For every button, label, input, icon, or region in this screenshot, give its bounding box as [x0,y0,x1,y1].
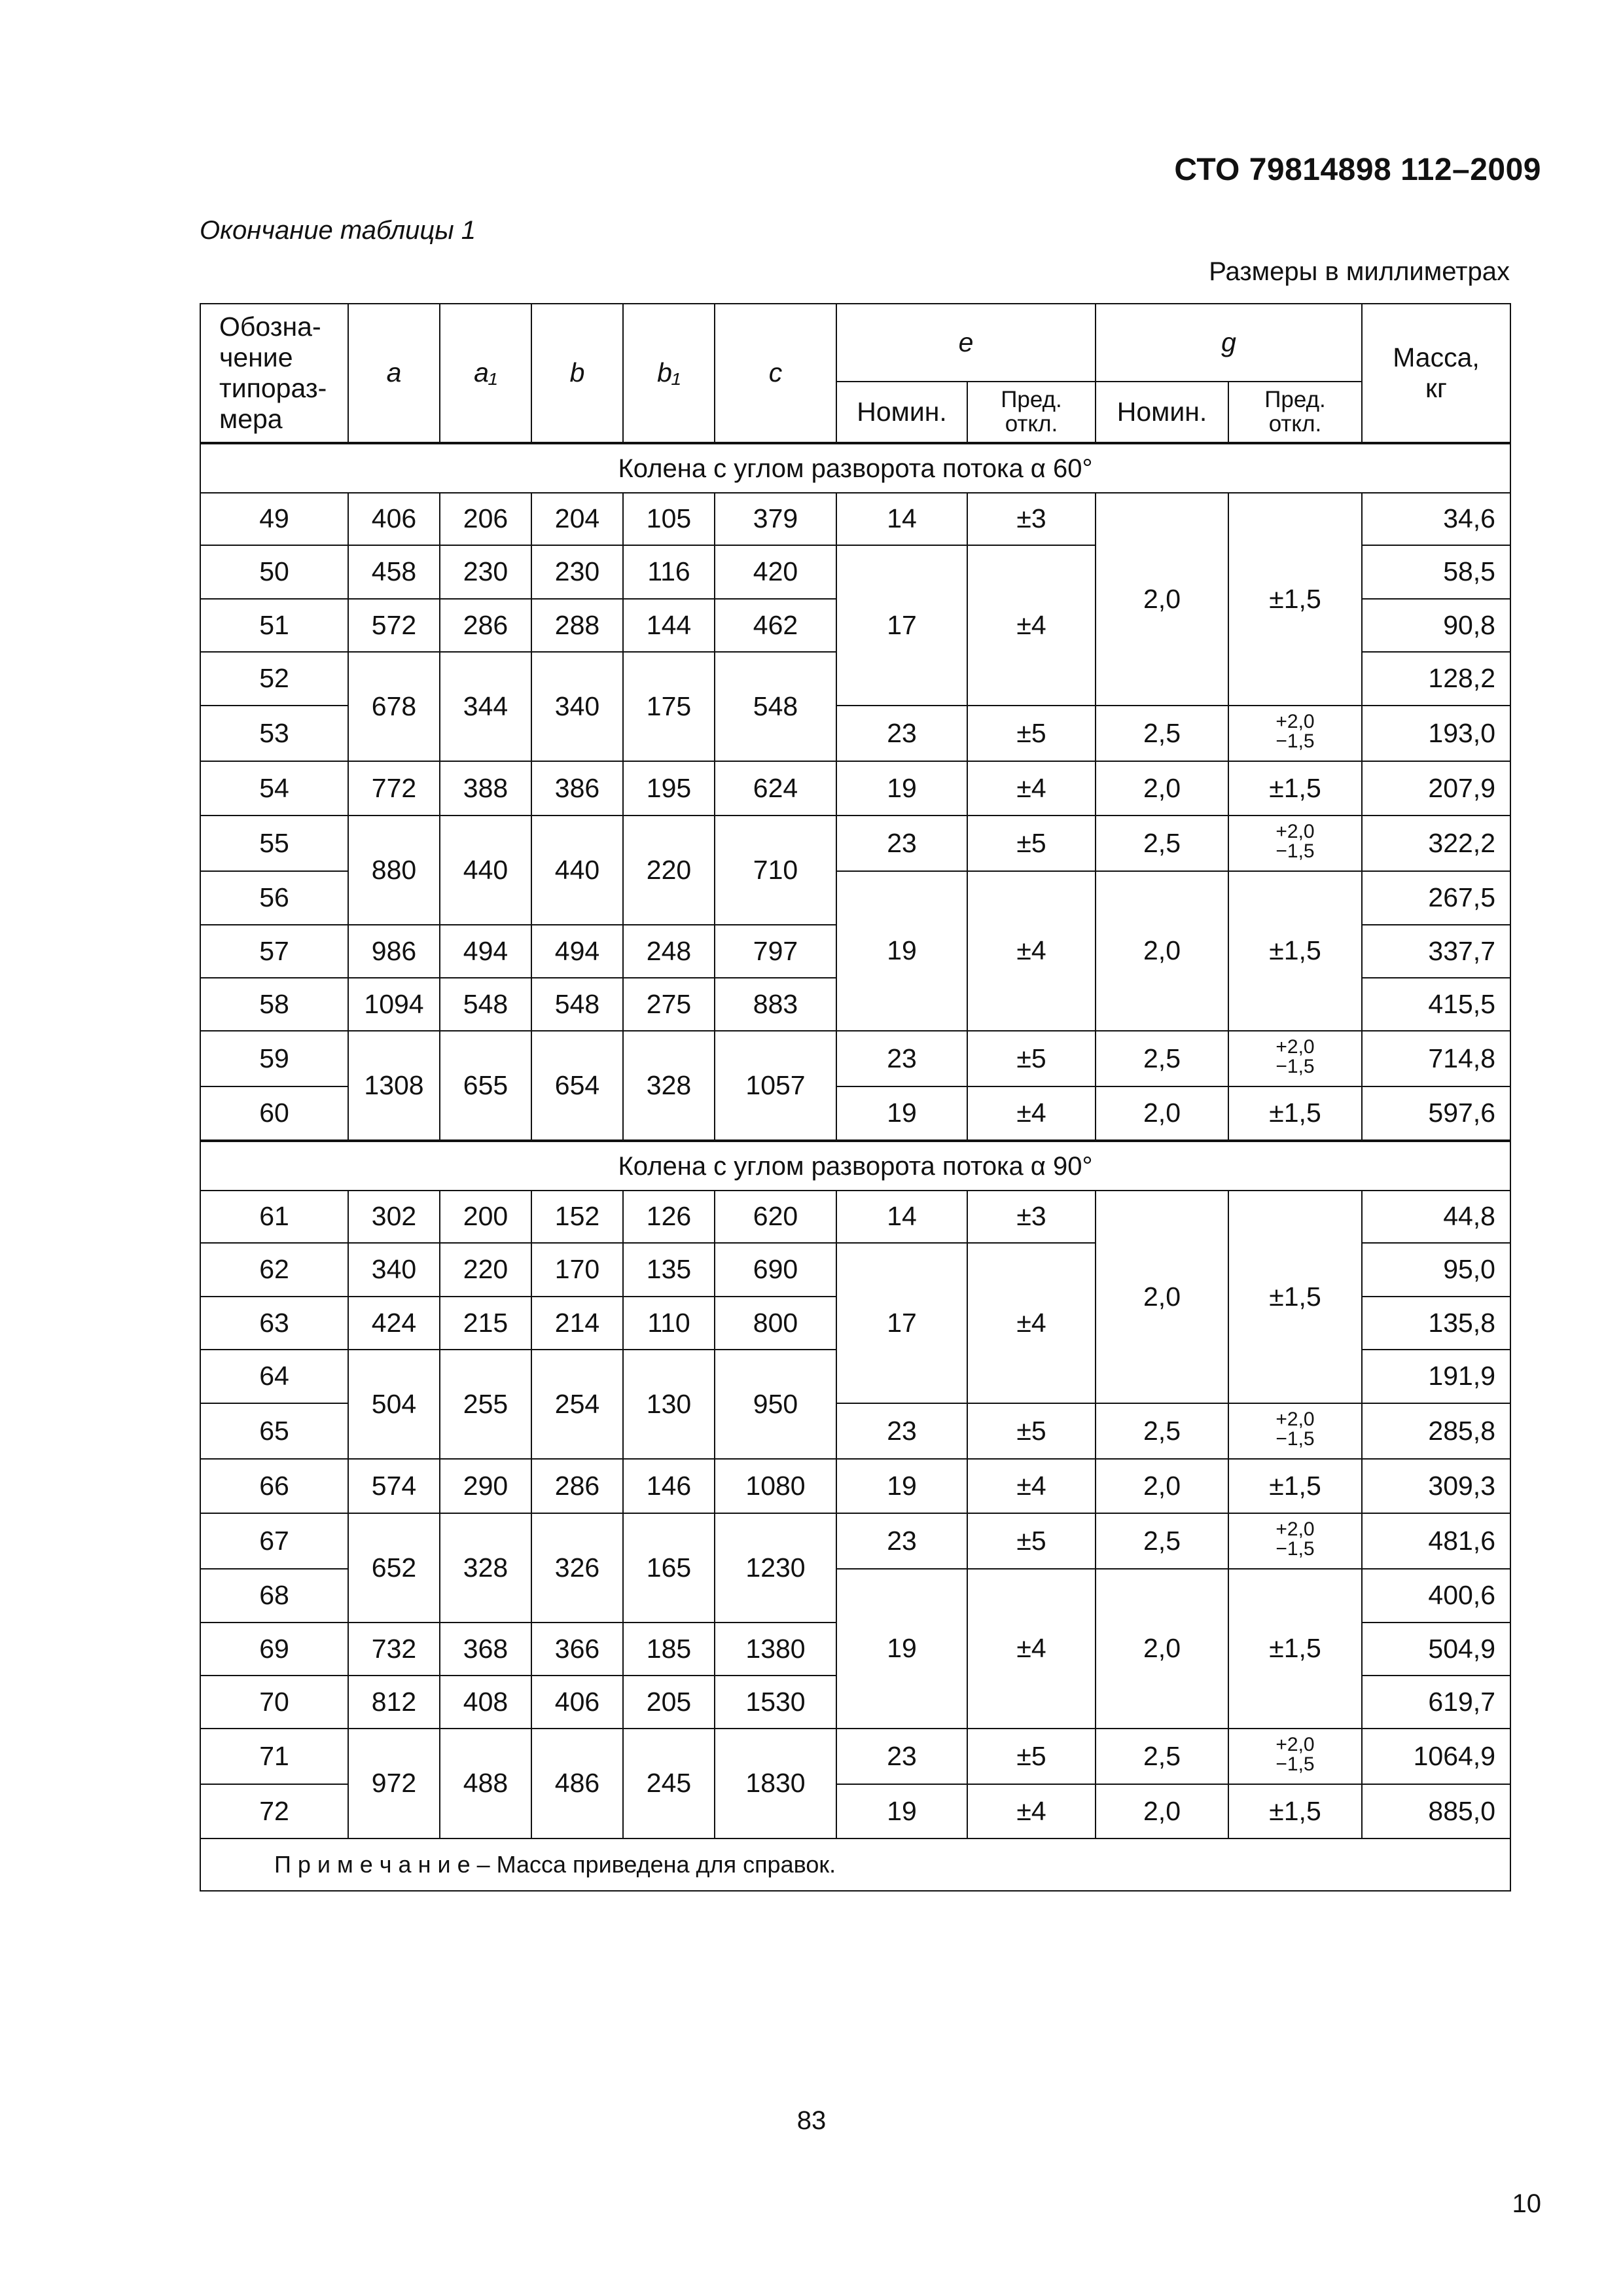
table-row [200,1191,1510,1243]
cell-designation: 51 [200,599,348,652]
cell-b: 366 [531,1623,623,1676]
cell-b: 654 [531,1031,623,1141]
col-b1: b₁ [623,304,715,443]
cell-a1: 220 [440,1243,531,1297]
cell-c: 1830 [715,1729,836,1839]
cell-designation: 61 [200,1191,348,1243]
cell-a: 302 [348,1191,440,1243]
section-title: Колена с углом разворота потока α 60° [200,443,1510,493]
cell-b: 340 [531,652,623,761]
cell-c: 420 [715,545,836,599]
cell-a: 572 [348,599,440,652]
cell-b1: 126 [623,1191,715,1243]
cell-e-deviation: ±4 [967,1784,1096,1839]
cell-designation: 71 [200,1729,348,1784]
col-g-nominal: Номин. [1096,382,1228,443]
cell-mass: 415,5 [1362,978,1510,1031]
cell-a: 986 [348,925,440,978]
cell-designation: 64 [200,1350,348,1403]
cell-e-nominal: 17 [836,1243,967,1403]
table-row [200,1459,1510,1513]
cell-g-deviation: ±1,5 [1228,1086,1362,1141]
tolerance-lower: −1,5 [1275,1753,1315,1776]
cell-mass: 128,2 [1362,652,1510,706]
cell-mass: 90,8 [1362,599,1510,652]
cell-mass: 135,8 [1362,1297,1510,1350]
cell-mass: 597,6 [1362,1086,1510,1141]
cell-c: 1530 [715,1676,836,1729]
tolerance-stack [1275,712,1314,751]
cell-designation: 57 [200,925,348,978]
cell-a1: 255 [440,1350,531,1459]
table-body [200,443,1510,1891]
cell-e-deviation: ±3 [967,1191,1096,1243]
cell-b: 214 [531,1297,623,1350]
cell-designation: 67 [200,1513,348,1569]
cell-mass: 191,9 [1362,1350,1510,1403]
col-g: g [1096,304,1362,382]
cell-designation: 63 [200,1297,348,1350]
cell-a1: 440 [440,816,531,925]
cell-mass: 309,3 [1362,1459,1510,1513]
cell-g-nominal: 2,5 [1096,1403,1228,1459]
cell-b1: 105 [623,493,715,545]
cell-mass: 504,9 [1362,1623,1510,1676]
cell-g-nominal: 2,5 [1096,1729,1228,1784]
cell-c: 379 [715,493,836,545]
cell-e-nominal: 14 [836,493,967,545]
cell-a: 678 [348,652,440,761]
cell-e-deviation: ±4 [967,761,1096,816]
cell-designation: 72 [200,1784,348,1839]
cell-b: 230 [531,545,623,599]
cell-mass: 322,2 [1362,816,1510,871]
col-e-nominal: Номин. [836,382,967,443]
cell-designation: 53 [200,706,348,761]
cell-a: 772 [348,761,440,816]
cell-mass: 34,6 [1362,493,1510,545]
tolerance-stack [1275,1037,1314,1077]
cell-a: 574 [348,1459,440,1513]
section-header-row [200,1141,1510,1191]
cell-a: 972 [348,1729,440,1839]
cell-designation: 69 [200,1623,348,1676]
tolerance-lower: −1,5 [1275,1538,1315,1560]
cell-c: 548 [715,652,836,761]
cell-a: 504 [348,1350,440,1459]
cell-b: 386 [531,761,623,816]
cell-e-nominal: 19 [836,871,967,1031]
cell-mass: 337,7 [1362,925,1510,978]
cell-e-nominal: 23 [836,1403,967,1459]
cell-a1: 368 [440,1623,531,1676]
cell-a: 880 [348,816,440,925]
cell-designation: 52 [200,652,348,706]
cell-g-deviation: ±1,5 [1228,1459,1362,1513]
cell-a: 1308 [348,1031,440,1141]
cell-e-deviation: ±5 [967,1403,1096,1459]
cell-b1: 205 [623,1676,715,1729]
cell-g-nominal: 2,0 [1096,1569,1228,1729]
cell-g-nominal: 2,0 [1096,1459,1228,1513]
cell-g-deviation: ±1,5 [1228,1191,1362,1403]
cell-e-nominal: 23 [836,1729,967,1784]
table-row [200,816,1510,871]
cell-g-nominal: 2,5 [1096,1513,1228,1569]
tolerance-lower: −1,5 [1275,1428,1315,1450]
cell-e-deviation: ±5 [967,1031,1096,1086]
col-e-deviation: Пред. откл. [967,382,1096,443]
cell-g-nominal: 2,0 [1096,493,1228,706]
cell-b1: 146 [623,1459,715,1513]
cell-g-nominal: 2,5 [1096,706,1228,761]
cell-b: 486 [531,1729,623,1839]
cell-mass: 95,0 [1362,1243,1510,1297]
col-g-deviation: Пред. откл. [1228,382,1362,443]
cell-b1: 135 [623,1243,715,1297]
cell-designation: 66 [200,1459,348,1513]
cell-b1: 110 [623,1297,715,1350]
cell-designation: 50 [200,545,348,599]
tolerance-upper: +2,0 [1275,821,1315,843]
cell-a1: 488 [440,1729,531,1839]
cell-mass: 193,0 [1362,706,1510,761]
cell-a1: 328 [440,1513,531,1623]
tolerance-upper: +2,0 [1275,1518,1315,1541]
cell-b: 152 [531,1191,623,1243]
cell-b: 548 [531,978,623,1031]
cell-c: 624 [715,761,836,816]
cell-designation: 60 [200,1086,348,1141]
cell-b: 288 [531,599,623,652]
col-b: b [531,304,623,443]
tolerance-stack [1275,1735,1314,1774]
cell-a1: 408 [440,1676,531,1729]
cell-mass: 714,8 [1362,1031,1510,1086]
tolerance-stack [1275,1410,1314,1449]
section-header-row [200,443,1510,493]
cell-mass: 267,5 [1362,871,1510,925]
cell-c: 1380 [715,1623,836,1676]
tolerance-lower: −1,5 [1275,1056,1315,1078]
cell-designation: 59 [200,1031,348,1086]
cell-e-nominal: 23 [836,706,967,761]
cell-mass: 207,9 [1362,761,1510,816]
cell-b1: 328 [623,1031,715,1141]
cell-g-nominal: 2,0 [1096,1086,1228,1141]
cell-a1: 388 [440,761,531,816]
cell-mass: 481,6 [1362,1513,1510,1569]
col-c: c [715,304,836,443]
cell-a1: 286 [440,599,531,652]
cell-c: 1080 [715,1459,836,1513]
cell-e-deviation: ±4 [967,545,1096,706]
cell-b1: 116 [623,545,715,599]
cell-a: 812 [348,1676,440,1729]
cell-b1: 275 [623,978,715,1031]
cell-e-deviation: ±4 [967,1086,1096,1141]
cell-e-deviation: ±5 [967,816,1096,871]
cell-b: 326 [531,1513,623,1623]
cell-a1: 344 [440,652,531,761]
col-a: a [348,304,440,443]
cell-a: 424 [348,1297,440,1350]
tolerance-upper: +2,0 [1275,1036,1315,1058]
cell-a: 1094 [348,978,440,1031]
section-title: Колена с углом разворота потока α 90° [200,1141,1510,1191]
cell-a1: 548 [440,978,531,1031]
note-row [200,1839,1510,1891]
cell-mass: 285,8 [1362,1403,1510,1459]
tolerance-upper: +2,0 [1275,1408,1315,1431]
col-e: e [836,304,1096,382]
cell-designation: 68 [200,1569,348,1623]
cell-g-nominal: 2,0 [1096,871,1228,1031]
cell-c: 800 [715,1297,836,1350]
cell-g-deviation: ±1,5 [1228,761,1362,816]
tolerance-lower: −1,5 [1275,840,1315,863]
cell-e-nominal: 19 [836,1086,967,1141]
cell-designation: 70 [200,1676,348,1729]
cell-e-nominal: 17 [836,545,967,706]
table-row [200,1729,1510,1784]
cell-designation: 58 [200,978,348,1031]
cell-a: 340 [348,1243,440,1297]
table-row [200,1513,1510,1569]
cell-designation: 56 [200,871,348,925]
cell-designation: 65 [200,1403,348,1459]
cell-b1: 185 [623,1623,715,1676]
col-designation: Обозна- чение типораз- мера [200,304,348,443]
cell-e-nominal: 23 [836,1031,967,1086]
cell-a: 406 [348,493,440,545]
cell-b1: 245 [623,1729,715,1839]
tolerance-lower: −1,5 [1275,730,1315,753]
cell-c: 710 [715,816,836,925]
cell-g-deviation: ±1,5 [1228,1569,1362,1729]
cell-b1: 175 [623,652,715,761]
dimensions-table [200,303,1511,1892]
cell-b1: 220 [623,816,715,925]
cell-a1: 200 [440,1191,531,1243]
cell-mass: 885,0 [1362,1784,1510,1839]
cell-b1: 248 [623,925,715,978]
page-number: 83 [796,2106,827,2135]
cell-g-deviation [1228,1403,1362,1459]
sheet-number: 10 [1512,2189,1541,2218]
cell-b: 170 [531,1243,623,1297]
cell-a: 458 [348,545,440,599]
cell-a1: 655 [440,1031,531,1141]
cell-b: 286 [531,1459,623,1513]
tolerance-stack [1275,822,1314,861]
cell-mass: 58,5 [1362,545,1510,599]
table-row [200,761,1510,816]
col-a1: a₁ [440,304,531,443]
cell-c: 1230 [715,1513,836,1623]
cell-g-deviation [1228,1729,1362,1784]
cell-g-nominal: 2,0 [1096,761,1228,816]
tolerance-upper: +2,0 [1275,1734,1315,1756]
table-note: П р и м е ч а н и е – Масса приведена для справок. [200,1839,1510,1891]
cell-designation: 62 [200,1243,348,1297]
cell-c: 690 [715,1243,836,1297]
cell-designation: 54 [200,761,348,816]
cell-mass: 1064,9 [1362,1729,1510,1784]
cell-a1: 290 [440,1459,531,1513]
tolerance-stack [1275,1520,1314,1559]
tolerance-upper: +2,0 [1275,711,1315,733]
cell-mass: 400,6 [1362,1569,1510,1623]
cell-b1: 144 [623,599,715,652]
cell-b: 494 [531,925,623,978]
cell-e-deviation: ±4 [967,871,1096,1031]
cell-c: 1057 [715,1031,836,1141]
cell-g-nominal: 2,0 [1096,1784,1228,1839]
cell-e-deviation: ±5 [967,1729,1096,1784]
cell-g-nominal: 2,0 [1096,1191,1228,1403]
cell-c: 620 [715,1191,836,1243]
cell-a1: 215 [440,1297,531,1350]
cell-mass: 44,8 [1362,1191,1510,1243]
cell-b: 406 [531,1676,623,1729]
cell-c: 950 [715,1350,836,1459]
cell-a: 652 [348,1513,440,1623]
table-row [200,1031,1510,1086]
cell-e-nominal: 23 [836,816,967,871]
cell-designation: 55 [200,816,348,871]
cell-e-deviation: ±4 [967,1569,1096,1729]
cell-c: 462 [715,599,836,652]
cell-b1: 130 [623,1350,715,1459]
cell-e-deviation: ±5 [967,1513,1096,1569]
col-mass: Масса, кг [1362,304,1510,443]
cell-c: 797 [715,925,836,978]
cell-g-deviation: ±1,5 [1228,493,1362,706]
cell-a1: 494 [440,925,531,978]
cell-a1: 230 [440,545,531,599]
cell-g-deviation: ±1,5 [1228,871,1362,1031]
cell-e-nominal: 19 [836,761,967,816]
cell-a: 732 [348,1623,440,1676]
cell-e-nominal: 23 [836,1513,967,1569]
cell-c: 883 [715,978,836,1031]
document-code: СТО 79814898 112–2009 [1174,152,1541,187]
cell-g-deviation [1228,706,1362,761]
cell-b1: 165 [623,1513,715,1623]
cell-a1: 206 [440,493,531,545]
table-caption: Окончание таблицы 1 [200,216,476,245]
cell-e-nominal: 19 [836,1459,967,1513]
cell-mass: 619,7 [1362,1676,1510,1729]
table-row [200,493,1510,545]
cell-g-nominal: 2,5 [1096,816,1228,871]
cell-g-nominal: 2,5 [1096,1031,1228,1086]
cell-b: 440 [531,816,623,925]
cell-e-nominal: 19 [836,1569,967,1729]
cell-b: 254 [531,1350,623,1459]
units-note: Размеры в миллиметрах [1209,257,1510,286]
cell-g-deviation [1228,1031,1362,1086]
cell-e-deviation: ±3 [967,493,1096,545]
cell-b1: 195 [623,761,715,816]
cell-g-deviation [1228,1513,1362,1569]
cell-e-deviation: ±5 [967,706,1096,761]
cell-designation: 49 [200,493,348,545]
cell-g-deviation: ±1,5 [1228,1784,1362,1839]
cell-e-deviation: ±4 [967,1459,1096,1513]
cell-e-nominal: 14 [836,1191,967,1243]
cell-e-nominal: 19 [836,1784,967,1839]
cell-g-deviation [1228,816,1362,871]
cell-e-deviation: ±4 [967,1243,1096,1403]
cell-b: 204 [531,493,623,545]
